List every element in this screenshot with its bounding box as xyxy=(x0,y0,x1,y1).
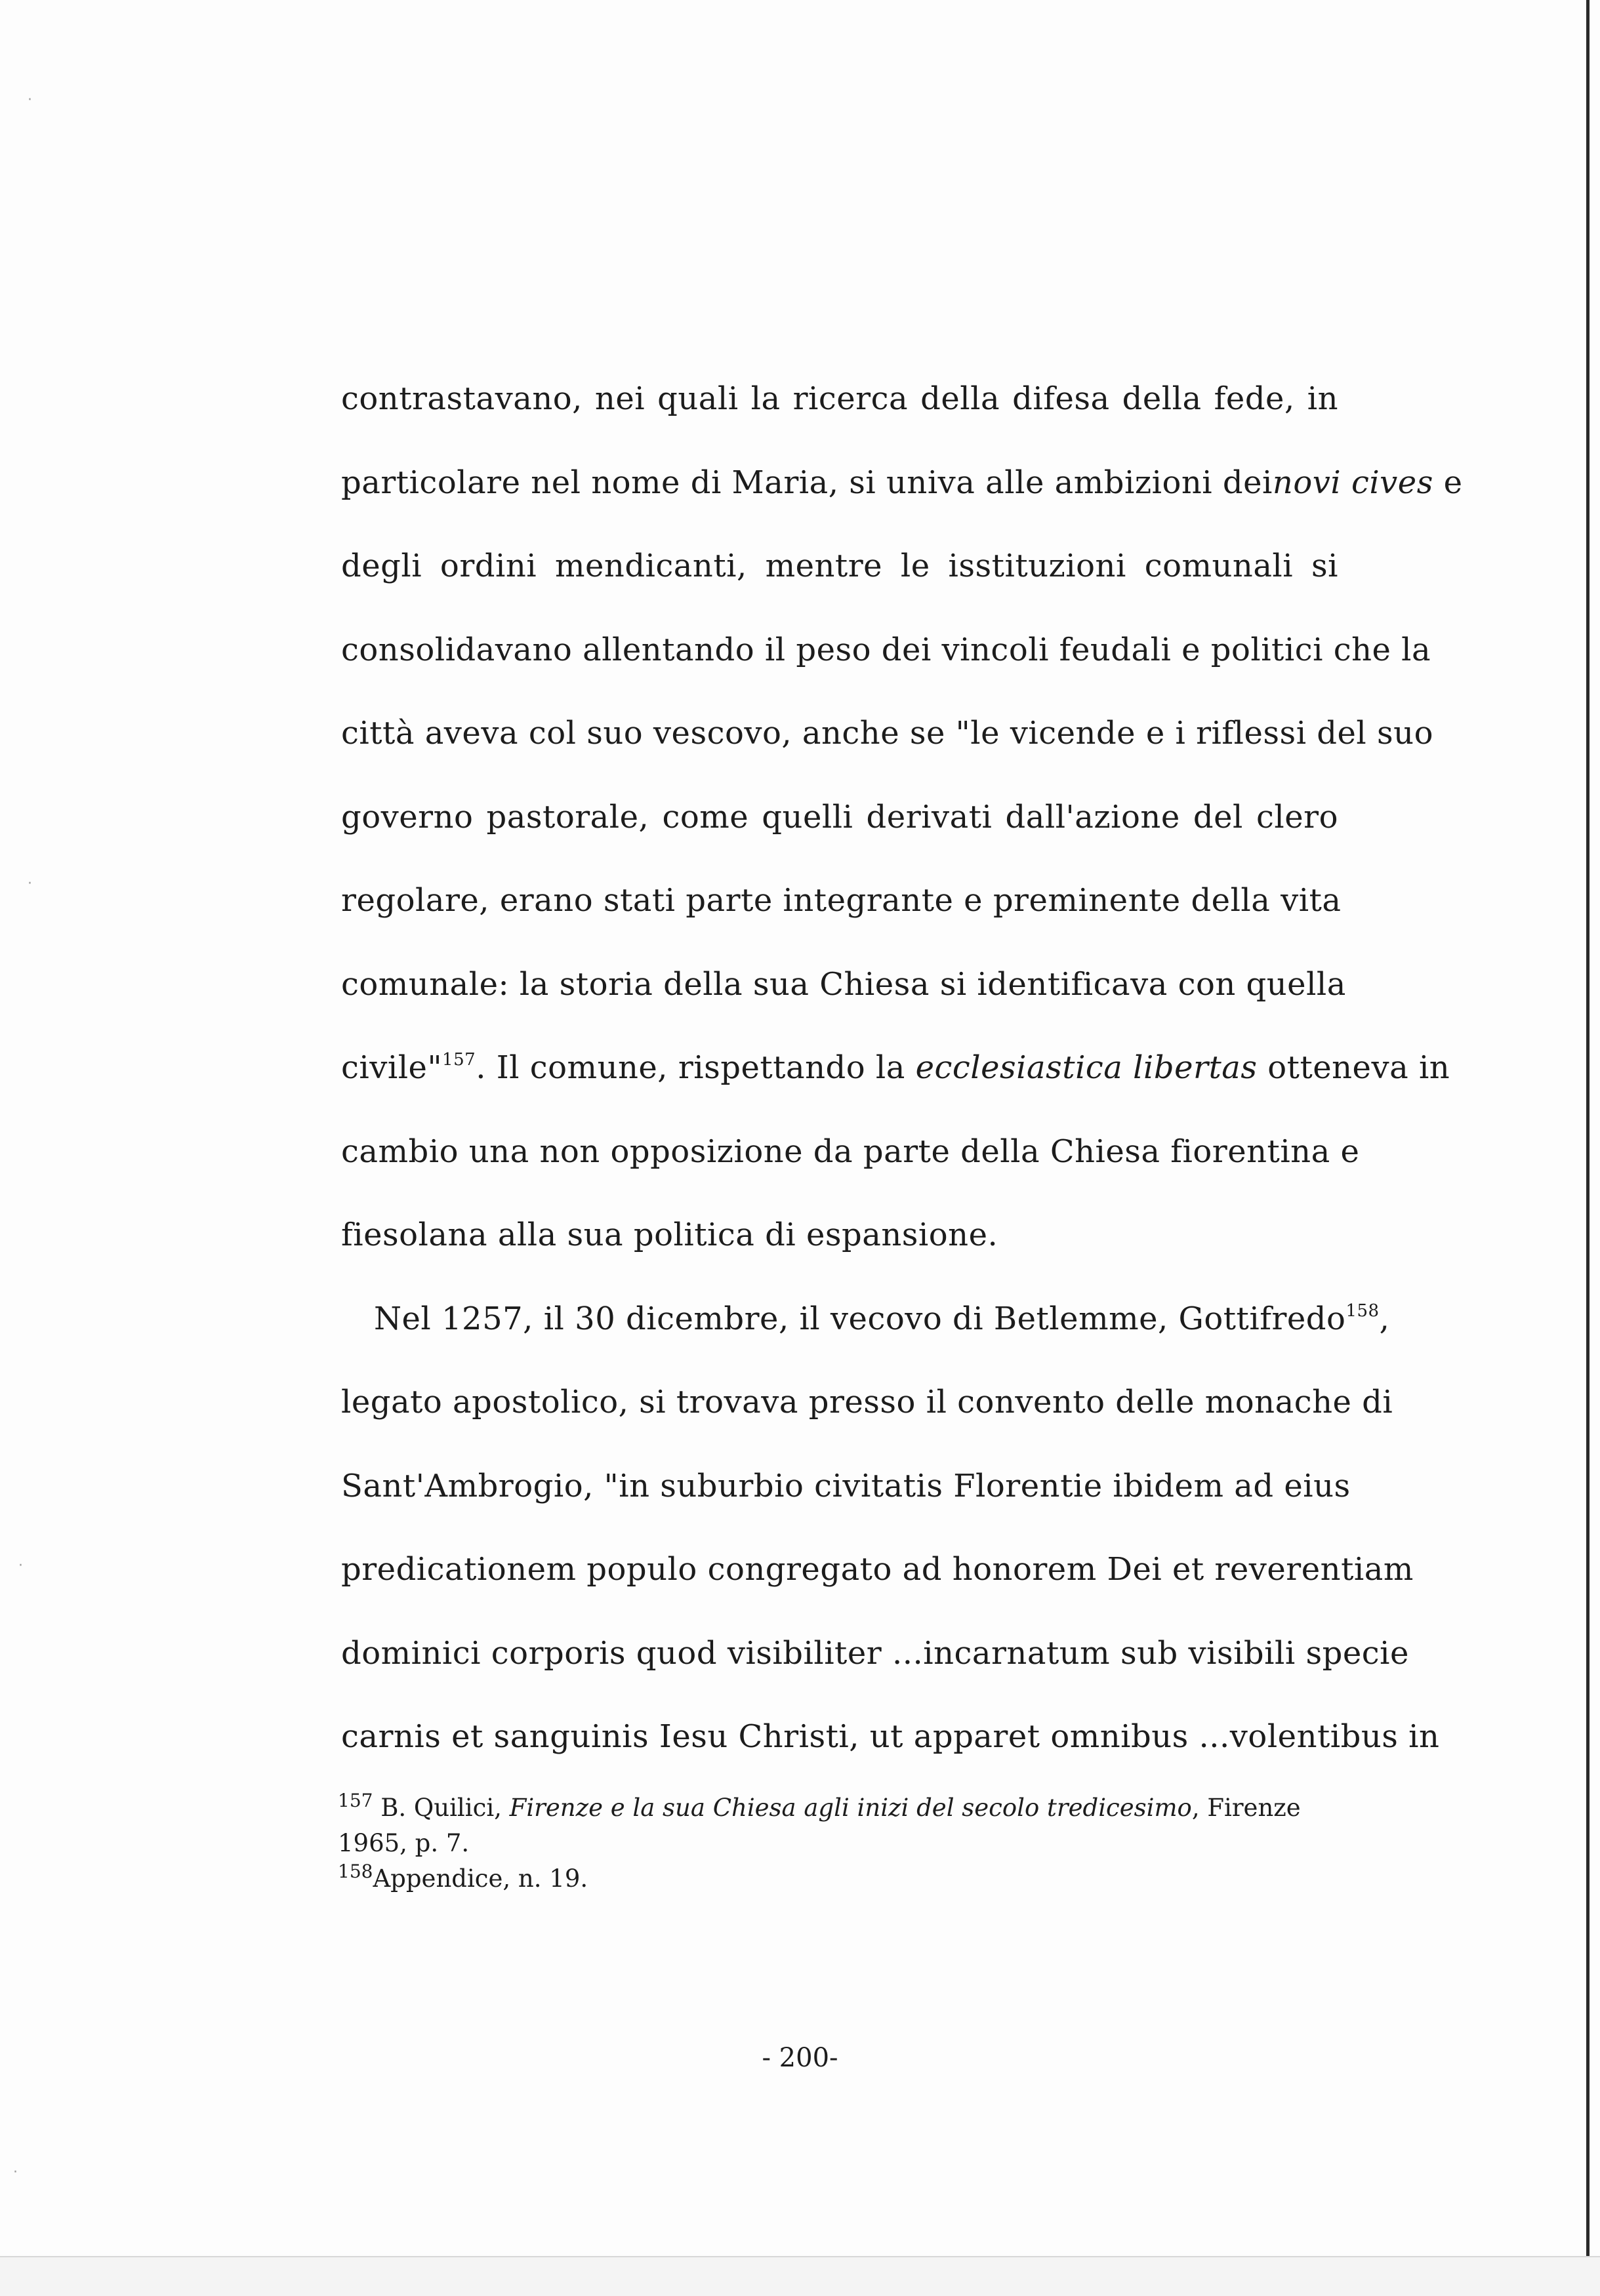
text-line: Nel 1257, il 30 dicembre, il vecovo di Betlemme, Gottifredo$^{158}$, xyxy=(374,1300,1390,1337)
text-line: contrastavano, nei quali la ricerca della difesa della fede, in xyxy=(341,380,1338,417)
scan-speck: · xyxy=(28,92,32,108)
page-number: - 200- xyxy=(762,2043,838,2073)
page-edge-shadow xyxy=(1586,0,1590,2256)
text-line: governo pastorale, come quelli derivati dall'azione del clero xyxy=(341,798,1338,836)
text-line: civile"$^{157}$. Il comune, rispettando la ecclesiastica libertas otteneva in xyxy=(341,1049,1450,1086)
main-text xyxy=(341,357,1463,1779)
text-line: cambio una non opposizione da parte della Chiesa fiorentina e xyxy=(341,1133,1360,1170)
text-line: Sant'Ambrogio, "in suburbio civitatis Florentie ibidem ad eius xyxy=(341,1467,1351,1504)
text-line: città aveva col suo vescovo, anche se "le vicende e i riflessi del suo xyxy=(341,715,1433,752)
text-line: consolidavano allentando il peso dei vincoli feudali e politici che la xyxy=(341,631,1431,668)
scan-speck: · xyxy=(13,2164,18,2181)
footnote-157: $^{157}$ B. Quilici, Firenze e la sua Chiesa agli inizi del secolo tredicesimo, Firenze 1965, p. 7. xyxy=(338,1790,1301,1857)
scanner-bed-strip xyxy=(0,2256,1600,2296)
italic-phrase: novi cives xyxy=(1272,464,1433,501)
scan-speck: · xyxy=(28,876,32,892)
text-line: degli ordini mendicanti, mentre le isstituzioni comunali si xyxy=(341,548,1338,584)
text-line: carnis et sanguinis Iesu Christi, ut apparet omnibus ...volentibus in xyxy=(341,1718,1440,1755)
italic-phrase: ecclesiastica libertas xyxy=(915,1049,1258,1086)
text-line: particolare nel nome di Maria, si univa alle ambizioni deinovi cives e xyxy=(341,464,1463,501)
text-line: comunale: la storia della sua Chiesa si identificava con quella xyxy=(341,965,1346,1003)
text-line: predicationem populo congregato ad honorem Dei et reverentiam xyxy=(341,1551,1414,1588)
text-line: fiesolana alla sua politica di espansione. xyxy=(341,1217,998,1253)
text-line: dominici corporis quod visibiliter ...incarnatum sub visibili specie xyxy=(341,1634,1409,1672)
footnote-158: $^{158}$Appendice, n. 19. xyxy=(338,1861,588,1893)
text-line: regolare, erano stati parte integrante e preminente della vita xyxy=(341,882,1342,919)
footnote-ref: 158 xyxy=(1345,1300,1380,1321)
footnotes xyxy=(338,1790,1348,1897)
scan-speck: · xyxy=(18,1558,23,1574)
text-line: legato apostolico, si trovava presso il convento delle monache di xyxy=(341,1384,1393,1420)
footnote-ref: 157 xyxy=(442,1050,476,1070)
